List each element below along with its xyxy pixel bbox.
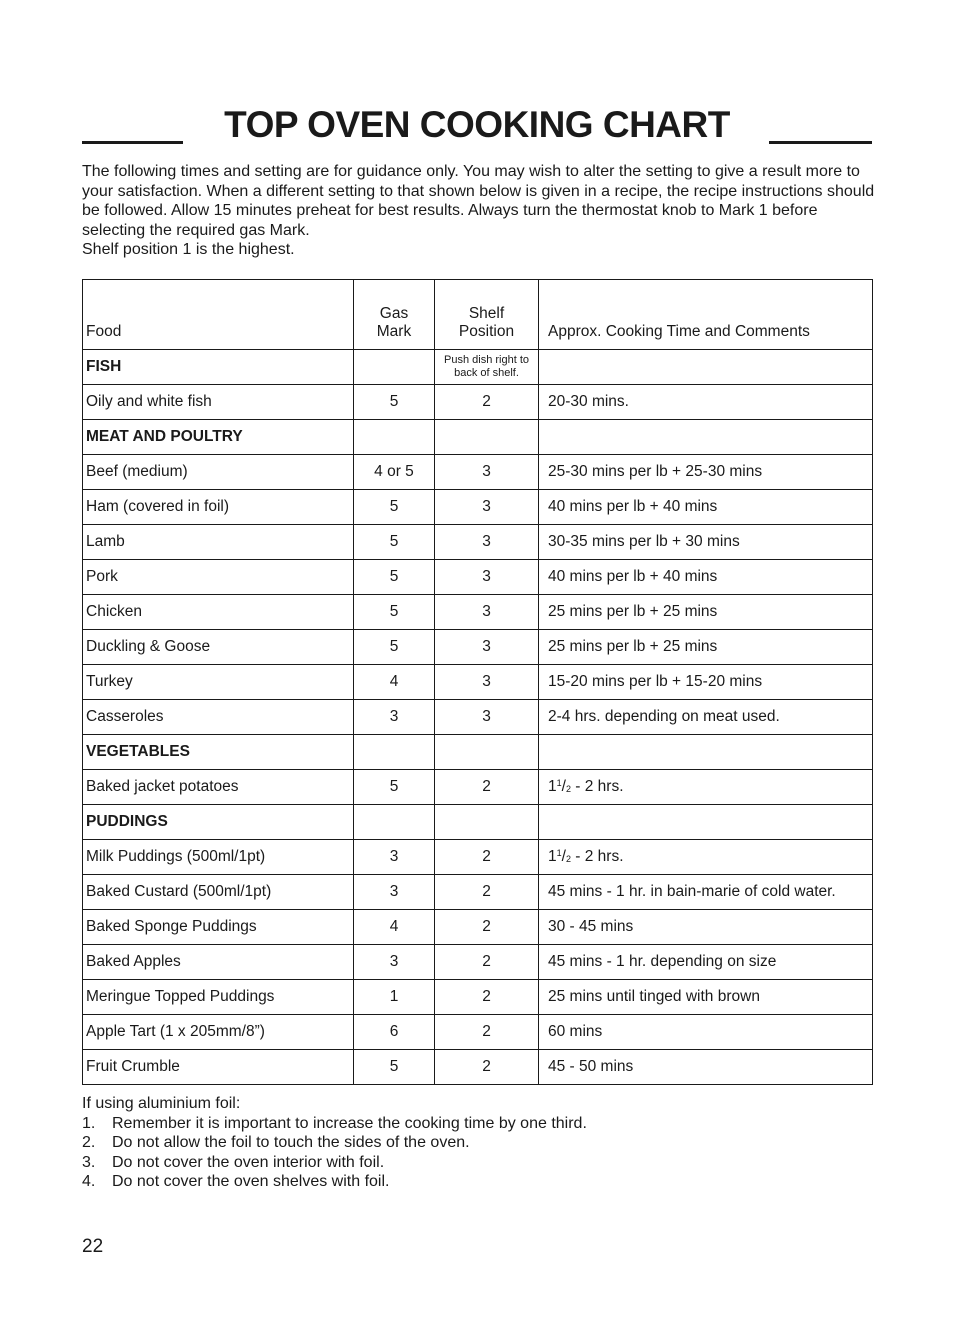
cell-shelf-position: 3 xyxy=(435,630,539,665)
header-shelf-line2: Position xyxy=(458,323,515,340)
table-section-row xyxy=(83,350,873,385)
cell-food: Chicken xyxy=(83,595,354,630)
header-gas-line2: Mark xyxy=(376,323,412,340)
foil-note-item xyxy=(82,1172,882,1192)
foil-note-text: Do not cover the oven interior with foil. xyxy=(112,1153,385,1171)
page-number: 22 xyxy=(82,1236,104,1257)
table-row xyxy=(83,490,873,525)
foil-note-text: Do not allow the foil to touch the sides of the oven. xyxy=(112,1134,470,1151)
cell-food: Baked Sponge Puddings xyxy=(83,910,354,945)
table-section-row xyxy=(83,805,873,840)
cell-cooking-time: 40 mins per lb + 40 mins xyxy=(539,490,873,525)
cell-food: Baked jacket potatoes xyxy=(83,770,354,805)
foil-notes xyxy=(82,1094,882,1192)
table-row xyxy=(83,630,873,665)
cell-food: Apple Tart (1 x 205mm/8”) xyxy=(83,1015,354,1050)
header-time-label: Approx. Cooking Time and Comments xyxy=(548,323,810,340)
cell-shelf-position: 2 xyxy=(435,910,539,945)
cell-cooking-time: 15-20 mins per lb + 15-20 mins xyxy=(539,665,873,700)
cell-gas-mark: 5 xyxy=(354,525,435,560)
page-title: TOP OVEN COOKING CHART xyxy=(224,104,730,145)
foil-note-item xyxy=(82,1153,882,1173)
table-row xyxy=(83,910,873,945)
cell-shelf-position: 2 xyxy=(435,980,539,1015)
cell-gas-mark: 3 xyxy=(354,945,435,980)
cell-gas-mark xyxy=(354,735,435,770)
header-time xyxy=(539,280,873,350)
cell-gas-mark: 4 xyxy=(354,665,435,700)
cell-cooking-time: 45 mins - 1 hr. depending on size xyxy=(539,945,873,980)
cell-shelf-position: 2 xyxy=(435,945,539,980)
table-row xyxy=(83,875,873,910)
cell-shelf-position xyxy=(435,735,539,770)
table-section-row xyxy=(83,735,873,770)
cell-gas-mark: 4 xyxy=(354,910,435,945)
header-food xyxy=(83,280,354,350)
cell-shelf-position: 2 xyxy=(435,840,539,875)
cell-cooking-time: 30 - 45 mins xyxy=(539,910,873,945)
time-whole: 1 xyxy=(548,848,557,865)
cell-cooking-time: 25 mins per lb + 25 mins xyxy=(539,630,873,665)
cell-gas-mark xyxy=(354,420,435,455)
time-fraction-denominator: 2 xyxy=(565,784,571,794)
cell-gas-mark: 5 xyxy=(354,385,435,420)
time-rest: - 2 hrs. xyxy=(570,778,624,795)
cell-cooking-time: 30-35 mins per lb + 30 mins xyxy=(539,525,873,560)
cell-food: MEAT AND POULTRY xyxy=(83,420,354,455)
cell-food: VEGETABLES xyxy=(83,735,354,770)
cell-cooking-time xyxy=(539,735,873,770)
table-row xyxy=(83,385,873,420)
cell-gas-mark: 6 xyxy=(354,1015,435,1050)
table-body xyxy=(83,350,873,1085)
cell-food: Milk Puddings (500ml/1pt) xyxy=(83,840,354,875)
header-gas-line1: Gas xyxy=(379,305,409,322)
table-row xyxy=(83,595,873,630)
cell-gas-mark: 5 xyxy=(354,1050,435,1085)
time-fraction-denominator: 2 xyxy=(565,854,571,864)
cell-shelf-position: 3 xyxy=(435,595,539,630)
cell-shelf-position: 2 xyxy=(435,385,539,420)
cell-food: Ham (covered in foil) xyxy=(83,490,354,525)
foil-note-text: Remember it is important to increase the cooking time by one third. xyxy=(112,1114,587,1132)
cell-food: FISH xyxy=(83,350,354,385)
cell-cooking-time: 2-4 hrs. depending on meat used. xyxy=(539,700,873,735)
cell-shelf-position: 3 xyxy=(435,560,539,595)
foil-note-item xyxy=(82,1114,882,1134)
cell-cooking-time: 60 mins xyxy=(539,1015,873,1050)
cell-cooking-time xyxy=(539,805,873,840)
cell-shelf-position xyxy=(435,420,539,455)
cell-food: Beef (medium) xyxy=(83,455,354,490)
cell-shelf-position: 2 xyxy=(435,1050,539,1085)
intro-paragraph: The following times and setting are for guidance only. You may wish to alter the setting to give a result more to your satisfaction. When a different setting to that shown below is given in a recipe, the recipe instructions should be followed. Allow 15 minutes preheat for best results. Always turn the thermostat knob to Mark 1 before selecting the required gas Mark. xyxy=(82,163,875,239)
cell-shelf-position: Push dish right to back of shelf. xyxy=(435,350,539,385)
cell-cooking-time xyxy=(539,840,873,875)
cell-shelf-position: 2 xyxy=(435,1015,539,1050)
table-row xyxy=(83,945,873,980)
foil-note-item xyxy=(82,1133,882,1153)
time-rest: - 2 hrs. xyxy=(570,848,624,865)
cell-food: Meringue Topped Puddings xyxy=(83,980,354,1015)
cell-gas-mark: 3 xyxy=(354,840,435,875)
cell-shelf-position: 3 xyxy=(435,455,539,490)
cell-shelf-position xyxy=(435,805,539,840)
cell-gas-mark: 5 xyxy=(354,630,435,665)
cell-food: Baked Apples xyxy=(83,945,354,980)
cell-shelf-position: 3 xyxy=(435,490,539,525)
table-row xyxy=(83,560,873,595)
table-row xyxy=(83,1015,873,1050)
cell-food: Pork xyxy=(83,560,354,595)
time-fraction-numerator: 1 xyxy=(556,848,562,858)
cell-cooking-time: 25 mins until tinged with brown xyxy=(539,980,873,1015)
cell-cooking-time: 45 mins - 1 hr. in bain-marie of cold water. xyxy=(539,875,873,910)
foil-note-number: 3. xyxy=(82,1153,96,1171)
foil-note-number: 4. xyxy=(82,1173,96,1190)
cell-food: Turkey xyxy=(83,665,354,700)
foil-note-number: 1. xyxy=(82,1114,96,1132)
title-row xyxy=(82,100,872,150)
cell-gas-mark: 3 xyxy=(354,700,435,735)
cell-cooking-time xyxy=(539,770,873,805)
table-row xyxy=(83,770,873,805)
cell-food: Duckling & Goose xyxy=(83,630,354,665)
table-row xyxy=(83,700,873,735)
table-row xyxy=(83,980,873,1015)
foil-note-number: 2. xyxy=(82,1134,96,1151)
foil-notes-heading: If using aluminium foil: xyxy=(82,1095,241,1112)
table-row xyxy=(83,665,873,700)
cell-cooking-time xyxy=(539,350,873,385)
cell-gas-mark: 1 xyxy=(354,980,435,1015)
cell-shelf-position: 3 xyxy=(435,525,539,560)
table-row xyxy=(83,1050,873,1085)
foil-notes-list xyxy=(82,1114,882,1192)
table-row xyxy=(83,525,873,560)
cell-food: PUDDINGS xyxy=(83,805,354,840)
table-row xyxy=(83,455,873,490)
time-fraction-numerator: 1 xyxy=(556,778,562,788)
cell-gas-mark xyxy=(354,350,435,385)
title-rule-right xyxy=(769,141,872,144)
cell-gas-mark: 3 xyxy=(354,875,435,910)
cell-gas-mark: 5 xyxy=(354,770,435,805)
foil-note-text: Do not cover the oven shelves with foil. xyxy=(112,1173,390,1190)
cell-shelf-position: 2 xyxy=(435,770,539,805)
cell-cooking-time: 25 mins per lb + 25 mins xyxy=(539,595,873,630)
cell-food: Casseroles xyxy=(83,700,354,735)
header-food-label: Food xyxy=(86,323,122,340)
cell-cooking-time: 20-30 mins. xyxy=(539,385,873,420)
cell-gas-mark: 5 xyxy=(354,560,435,595)
cell-food: Baked Custard (500ml/1pt) xyxy=(83,875,354,910)
header-shelf-position xyxy=(435,280,539,350)
cell-gas-mark: 5 xyxy=(354,595,435,630)
shelf-note: Shelf position 1 is the highest. xyxy=(82,241,295,258)
cell-cooking-time: 25-30 mins per lb + 25-30 mins xyxy=(539,455,873,490)
table-header-row xyxy=(83,280,873,350)
intro-text xyxy=(82,162,882,260)
cell-shelf-position: 3 xyxy=(435,665,539,700)
cell-food: Lamb xyxy=(83,525,354,560)
cell-food: Oily and white fish xyxy=(83,385,354,420)
cell-gas-mark xyxy=(354,805,435,840)
cell-cooking-time xyxy=(539,420,873,455)
time-fraction-slash: / xyxy=(561,778,566,795)
time-whole: 1 xyxy=(548,778,557,795)
table-section-row xyxy=(83,420,873,455)
cell-gas-mark: 5 xyxy=(354,490,435,525)
cell-cooking-time: 45 - 50 mins xyxy=(539,1050,873,1085)
cell-food: Fruit Crumble xyxy=(83,1050,354,1085)
cell-cooking-time: 40 mins per lb + 40 mins xyxy=(539,560,873,595)
cell-shelf-position: 3 xyxy=(435,700,539,735)
header-shelf-line1: Shelf xyxy=(468,305,505,322)
cell-shelf-position: 2 xyxy=(435,875,539,910)
header-gas-mark xyxy=(354,280,435,350)
cell-gas-mark: 4 or 5 xyxy=(354,455,435,490)
time-fraction-slash: / xyxy=(561,848,566,865)
cooking-chart-table xyxy=(82,279,873,1085)
table-row xyxy=(83,840,873,875)
